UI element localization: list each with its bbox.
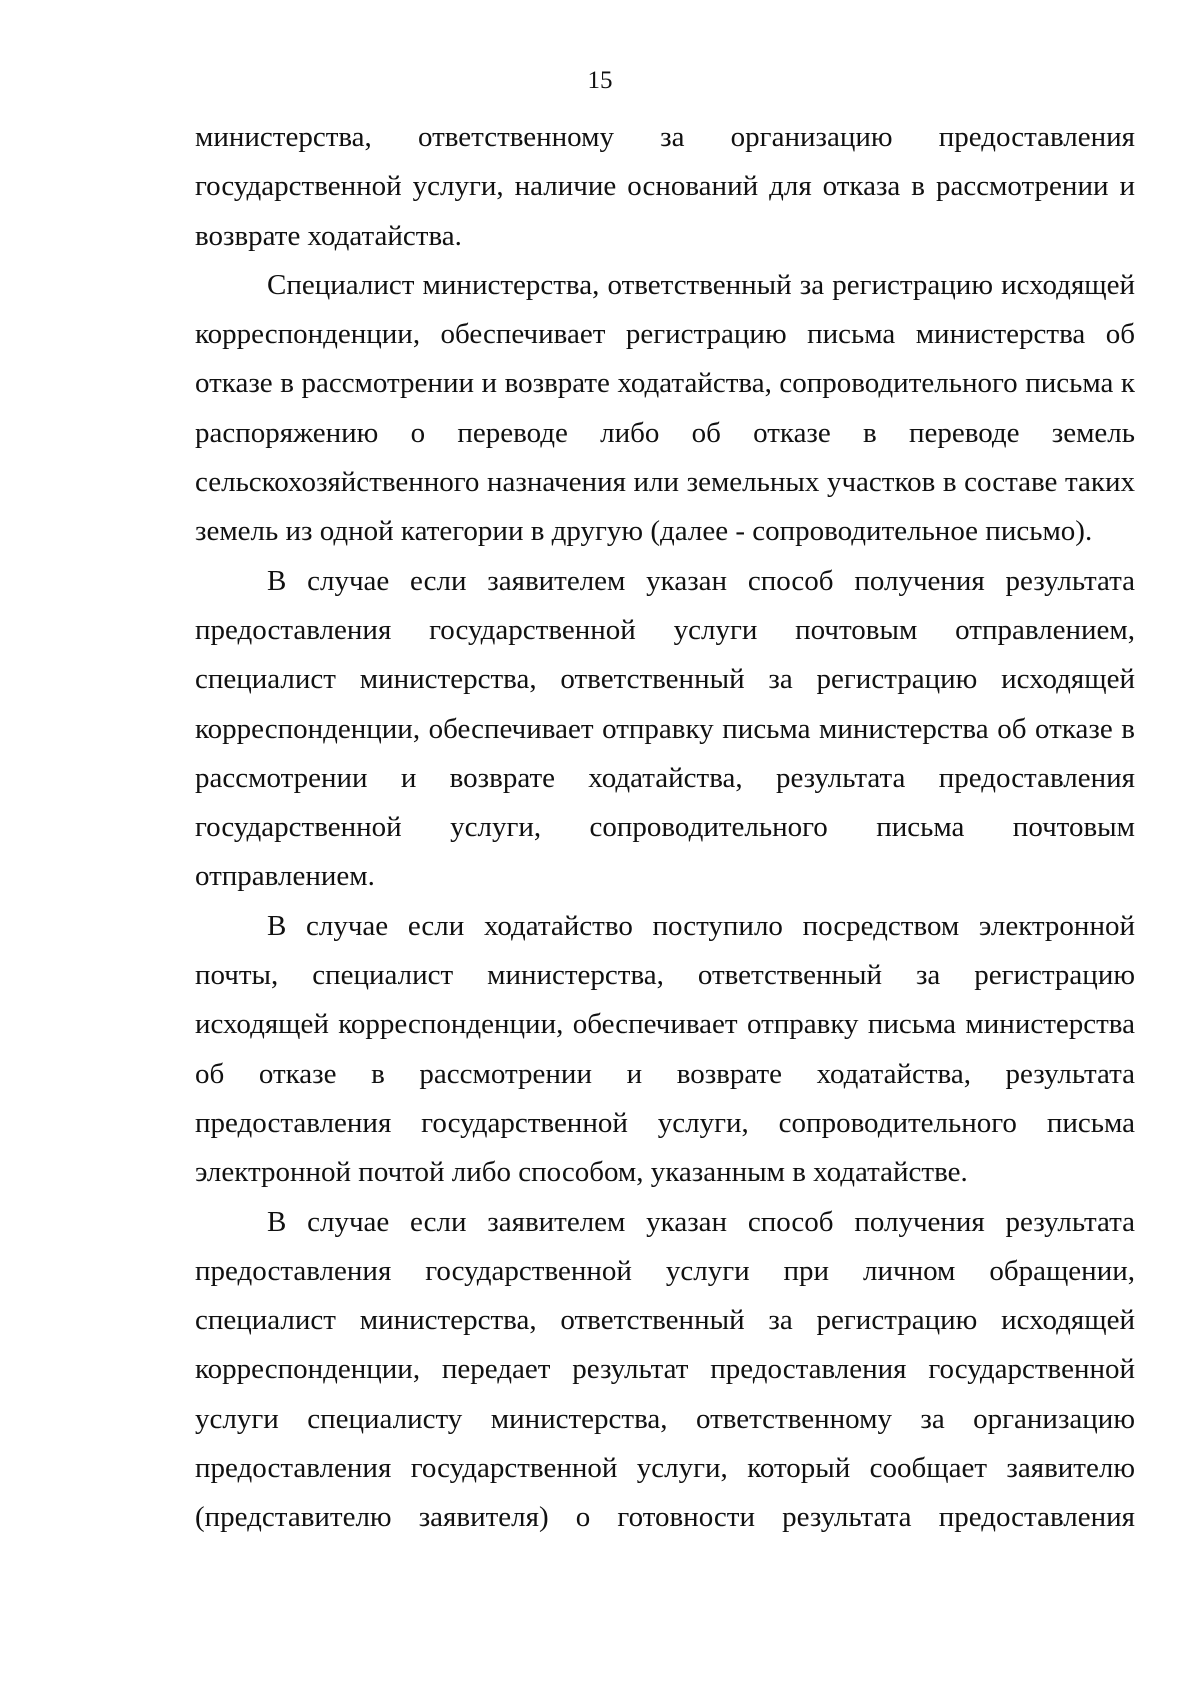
document-body [195,113,1135,1543]
paragraph-email-delivery: В случае если ходатайство поступило посредством электронной почты, специалист министерства, ответственный за регистрацию исходящей корреспонденции, обеспечивает отправку письма министерства об отказе в рассмотрении и возврате ходатайства, результата предоставления государственной услуги, сопроводительного письма электронной почтой либо способом, указанным в ходатайстве. [195,909,1135,1189]
paragraph-personal-visit: В случае если заявителем указан способ получения результата предоставления государственной услуги при личном обращении, специалист министерства, ответственный за регистрацию исходящей корреспонденции, передает результат предоставления государственной услуги специалисту министерства, ответственному за организацию предоставления государственной услуги, который сообщает заявителю (представителю заявителя) о готовности результата предоставления [195,1205,1135,1534]
page-number: 15 [587,67,613,94]
paragraph-continuation: министерства, ответственному за организацию предоставления государственной услуги, наличие оснований для отказа в рассмотрении и возврате ходатайства. [195,121,1135,252]
paragraph-registration: Специалист министерства, ответственный за регистрацию исходящей корреспонденции, обеспечивает регистрацию письма министерства об отказе в рассмотрении и возврате ходатайства, сопроводительного письма к распоряжению о переводе либо об отказе в переводе земель сельскохозяйственного назначения или земельных участков в составе таких земель из одной категории в другую (далее - сопроводительное письмо). [195,268,1135,548]
paragraph-postal-delivery: В случае если заявителем указан способ получения результата предоставления государственной услуги почтовым отправлением, специалист министерства, ответственный за регистрацию исходящей корреспонденции, обеспечивает отправку письма министерства об отказе в рассмотрении и возврате ходатайства, результата предоставления государственной услуги, сопроводительного письма почтовым отправлением. [195,564,1135,893]
